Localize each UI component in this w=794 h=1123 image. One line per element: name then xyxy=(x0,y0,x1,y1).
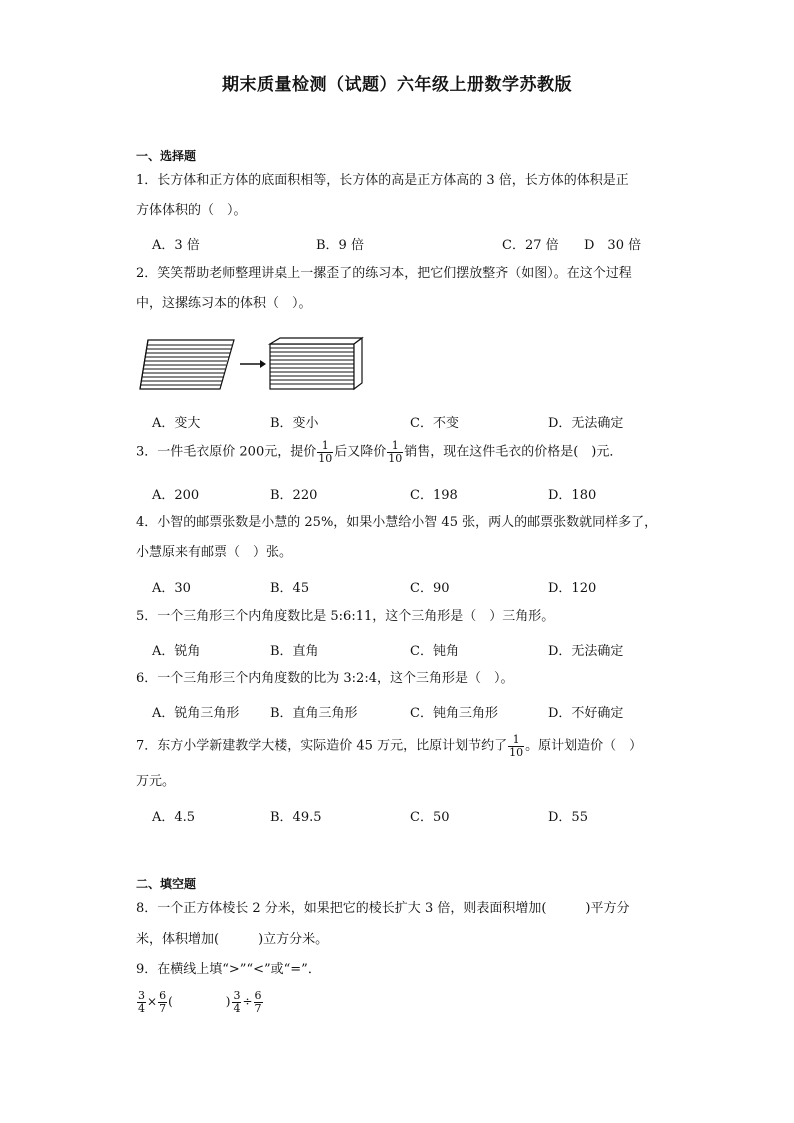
q5-option-b[interactable]: B．直角 xyxy=(270,644,319,659)
q9-right-fraction-a xyxy=(232,990,241,1014)
q9-right-fraction-b-denominator: 7 xyxy=(254,1001,262,1015)
q9-left-fraction-b-numerator: 6 xyxy=(159,989,167,1002)
q6-option-b[interactable]: B．直角三角形 xyxy=(270,706,358,721)
q3-text-part3: 销售，现在这件毛衣的价格是( )元． xyxy=(404,444,623,460)
q3-option-b[interactable]: B．220 xyxy=(270,488,318,503)
question-5-text: 5．一个三角形三个内角度数比是 5:6:11，这个三角形是（ ）三角形。 xyxy=(136,609,555,624)
q9-right-fraction-a-denominator: 4 xyxy=(233,1001,241,1015)
q7-text-part1: 7．东方小学新建教学大楼，实际造价 45 万元，比原计划节约了 xyxy=(136,738,508,754)
q9-right-operator: ÷ xyxy=(242,994,253,1009)
q5-option-a[interactable]: A．锐角 xyxy=(152,644,201,659)
q3-fraction-2-numerator: 1 xyxy=(387,440,403,453)
q9-left-operator: × xyxy=(147,994,158,1009)
q7-fraction xyxy=(508,734,524,758)
q7-fraction-denominator: 10 xyxy=(509,745,524,759)
section-heading-fill-blank: 二、填空题 xyxy=(136,877,197,891)
question-1-text-cont: 方体体积的（ ）。 xyxy=(136,203,247,218)
question-2-text: 2．笑笑帮助老师整理讲桌上一摞歪了的练习本，把它们摆放整齐（如图）。在这个过程 xyxy=(136,266,632,281)
q9-right-fraction-b-numerator: 6 xyxy=(254,989,262,1002)
q7-text-part2: 。原计划造价（ ） xyxy=(525,738,643,754)
stack-of-notebooks-figure xyxy=(136,334,366,394)
section-heading-choice: 一、选择题 xyxy=(136,149,197,163)
q4-option-d[interactable]: D．120 xyxy=(548,581,597,596)
q2-option-a[interactable]: A．变大 xyxy=(152,416,201,431)
q2-option-d[interactable]: D．无法确定 xyxy=(548,416,624,431)
q1-option-b[interactable]: B．9 倍 xyxy=(316,238,364,253)
question-3-text xyxy=(136,440,622,464)
q3-fraction-1-numerator: 1 xyxy=(317,440,333,453)
page-title: 期末质量检测（试题）六年级上册数学苏教版 xyxy=(222,75,572,95)
q3-fraction-1 xyxy=(317,440,333,464)
q3-option-a[interactable]: A．200 xyxy=(152,488,200,503)
q1-option-d[interactable]: D 30 倍 xyxy=(584,238,642,253)
q6-option-c[interactable]: C．钝角三角形 xyxy=(410,706,498,721)
question-8-text-cont: 米，体积增加( )立方分米。 xyxy=(136,932,329,947)
q5-option-c[interactable]: C．钝角 xyxy=(410,644,459,659)
q3-option-d[interactable]: D．180 xyxy=(548,488,597,503)
question-2-text-cont: 中，这摞练习本的体积（ ）。 xyxy=(136,296,312,311)
question-1-text: 1．长方体和正方体的底面积相等，长方体的高是正方体高的 3 倍，长方体的体积是正 xyxy=(136,173,629,188)
q4-option-a[interactable]: A．30 xyxy=(152,581,191,596)
q3-option-c[interactable]: C．198 xyxy=(410,488,458,503)
q3-text-part2: 后又降价 xyxy=(334,444,387,460)
q2-option-c[interactable]: C．不变 xyxy=(410,416,459,431)
q7-option-c[interactable]: C．50 xyxy=(410,810,450,825)
q7-option-a[interactable]: A．4.5 xyxy=(152,810,196,825)
q9-left-fraction-b-denominator: 7 xyxy=(159,1001,167,1015)
question-8-text: 8．一个正方体棱长 2 分米，如果把它的棱长扩大 3 倍，则表面积增加( )平方分 xyxy=(136,901,630,916)
question-4-text: 4．小智的邮票张数是小慧的 25%，如果小慧给小智 45 张，两人的邮票张数就同样多了， xyxy=(136,515,658,530)
question-4-text-cont: 小慧原来有邮票（ ）张。 xyxy=(136,545,293,560)
q9-left-fraction-b xyxy=(158,990,167,1014)
question-9-expression xyxy=(136,990,264,1014)
q9-left-fraction-a-numerator: 3 xyxy=(138,989,145,1002)
question-6-text: 6．一个三角形三个内角度数的比为 3:2:4，这个三角形是（ ）。 xyxy=(136,671,514,686)
q9-left-fraction-a-denominator: 4 xyxy=(138,1001,145,1015)
q3-text-part1: 3．一件毛衣原价 200元，提价 xyxy=(136,444,317,460)
q9-answer-blank[interactable]: ( ) xyxy=(168,994,232,1009)
q9-right-fraction-b xyxy=(254,990,263,1014)
q6-option-a[interactable]: A．锐角三角形 xyxy=(152,706,240,721)
q3-fraction-1-denominator: 10 xyxy=(318,451,333,465)
q4-option-b[interactable]: B．45 xyxy=(270,581,310,596)
question-7-text xyxy=(136,734,642,758)
q4-option-c[interactable]: C．90 xyxy=(410,581,450,596)
q7-fraction-numerator: 1 xyxy=(508,734,524,747)
q3-fraction-2 xyxy=(387,440,403,464)
question-9-text: 9．在横线上填“>”“<”或“=”． xyxy=(136,962,321,977)
q7-option-b[interactable]: B．49.5 xyxy=(270,810,322,825)
q1-option-c[interactable]: C．27 倍 xyxy=(502,238,559,253)
q2-option-b[interactable]: B．变小 xyxy=(270,416,319,431)
q3-fraction-2-denominator: 10 xyxy=(388,451,403,465)
q9-left-fraction-a xyxy=(137,990,146,1014)
q7-option-d[interactable]: D．55 xyxy=(548,810,588,825)
q5-option-d[interactable]: D．无法确定 xyxy=(548,644,624,659)
q6-option-d[interactable]: D．不好确定 xyxy=(548,706,624,721)
question-7-text-cont: 万元。 xyxy=(136,774,176,789)
q9-right-fraction-a-numerator: 3 xyxy=(233,989,241,1002)
q1-option-a[interactable]: A．3 倍 xyxy=(152,238,200,253)
